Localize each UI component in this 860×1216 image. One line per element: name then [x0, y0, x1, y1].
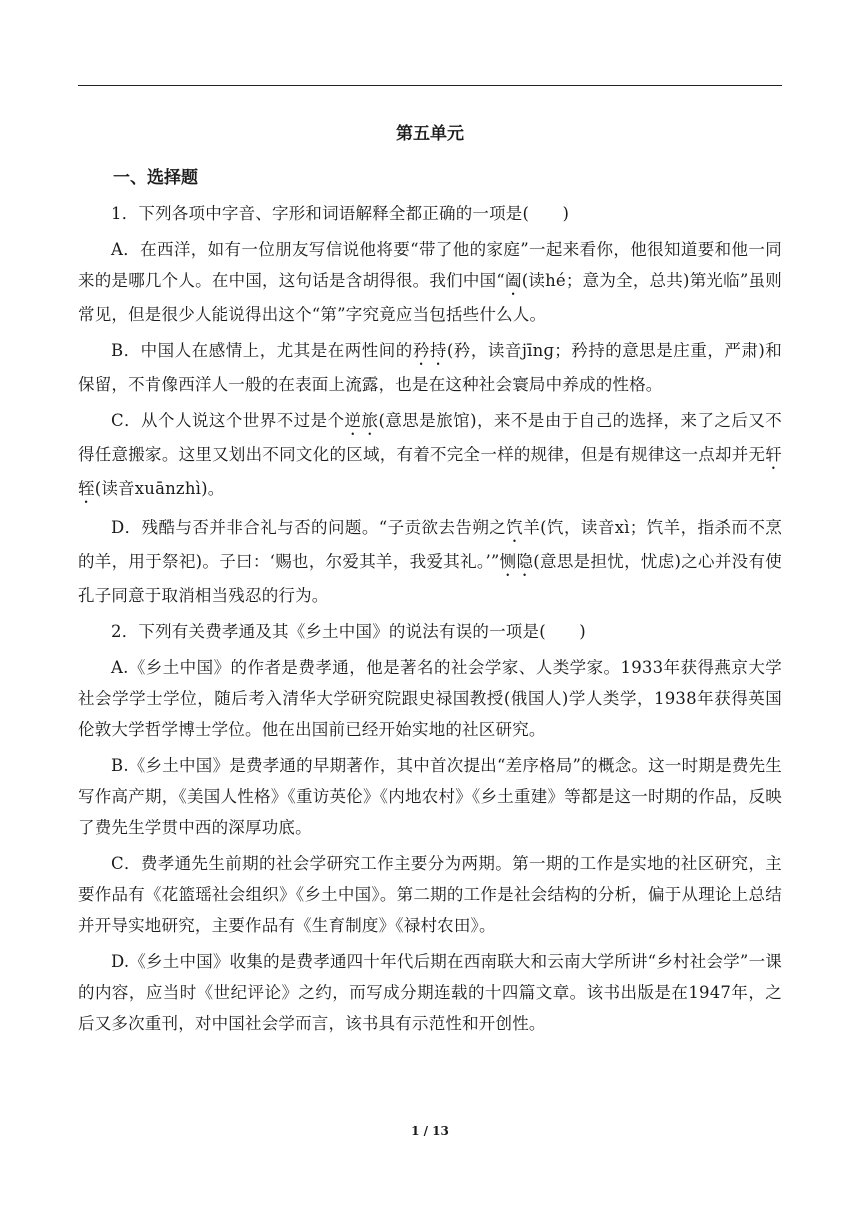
option-text: C．从个人说这个世界不过是个 — [111, 411, 345, 430]
option-text: A．在西洋，如有一位朋友写信说他将要“带了他的家庭”一起来看你，他很知道要和他一同来的是哪几个人。在中国，这句话是含胡得很。我们中国“ — [78, 240, 782, 290]
question-1-stem: 1．下列各项中字音、字形和词语解释全都正确的一项是( ) — [111, 204, 570, 223]
option-text: (矜，读音jīnɡ；矜持的意思是庄重，严肃)和保留，不肯像西洋人一般的在表面上流露，也是在这种社会寰局中养成的性格。 — [78, 341, 783, 394]
question-content — [78, 198, 782, 1044]
option-text: (读hé；意为全，总共)第光临”虽则常见，但是很少人能说得出这个“第”字究竟应当包括些什么人。 — [78, 271, 782, 324]
question-1-option-d — [78, 512, 782, 611]
question-1-option-c — [78, 405, 782, 507]
emphasized-word: 矜持 — [412, 341, 447, 360]
header-rule — [78, 85, 782, 86]
question-1-option-a — [78, 234, 782, 330]
emphasized-word: 阖 — [504, 271, 522, 290]
option-text: 羊(饩，读音xì；饩羊，指杀而不烹的羊，用于祭祀)。子曰：‘赐也，尔爱其羊，我爱其礼。’” — [78, 518, 783, 571]
section-title: 一、选择题 — [113, 168, 198, 188]
question-2-option-b: B.《乡土中国》是费孝通的早期著作，其中首次提出“差序格局”的概念。这一时期是费先生写作高产期，《美国人性格》《重访英伦》《内地农村》《乡土重建》等都是这一时期的作品，反映了费先生学贯中西的深厚功底。 — [78, 756, 782, 837]
emphasized-word: 饩 — [506, 518, 524, 537]
emphasized-word: 轩轾 — [78, 445, 782, 498]
emphasized-word: 逆旅 — [344, 411, 379, 430]
option-text: (读音xuānzhì)。 — [94, 479, 225, 498]
option-text: B．中国人在感情上，尤其是在两性间的 — [111, 341, 413, 360]
question-2-stem: 2．下列有关费孝通及其《乡土中国》的说法有误的一项是( ) — [111, 622, 586, 641]
option-text: D．残酷与否并非合礼与否的问题。“子贡欲去告朔之 — [111, 518, 507, 537]
question-2-option-a: A.《乡土中国》的作者是费孝通，他是著名的社会学家、人类学家。1933年获得燕京大学社会学学士学位，随后考入清华大学研究院跟史禄国教授(俄国人)学人类学，1938年获得英国伦敦大学哲学博士学位。他在出国前已经开始实地的社区研究。 — [78, 658, 782, 739]
page-number: 1 / 13 — [411, 1124, 449, 1138]
question-2-option-c: C．费孝通先生前期的社会学研究工作主要分为两期。第一期的工作是实地的社区研究，主要作品有《花篮瑶社会组织》《乡土中国》。第二期的工作是社会结构的分析，偏于从理论上总结并开导实地研究，主要作品有《生育制度》《禄村农田》。 — [78, 854, 782, 935]
emphasized-word: 恻隐 — [499, 552, 534, 571]
question-1-option-b — [78, 335, 782, 400]
question-2-option-d: D.《乡土中国》收集的是费孝通四十年代后期在西南联大和云南大学所讲“乡村社会学”一课的内容，应当时《世纪评论》之约，而写成分期连载的十四篇文章。该书出版是在1947年，之后又多次重刊，对中国社会学而言，该书具有示范性和开创性。 — [78, 952, 782, 1033]
option-text: (意思是担忧，忧虑)之心并没有使孔子同意于取消相当残忍的行为。 — [78, 552, 782, 605]
unit-title: 第五单元 — [396, 124, 464, 144]
option-text: (意思是旅馆)，来不是由于自己的选择，来了之后又不得任意搬家。这里又划出不同文化的区域，有着不完全一样的规律，但是有规律这一点却并无 — [78, 411, 782, 464]
